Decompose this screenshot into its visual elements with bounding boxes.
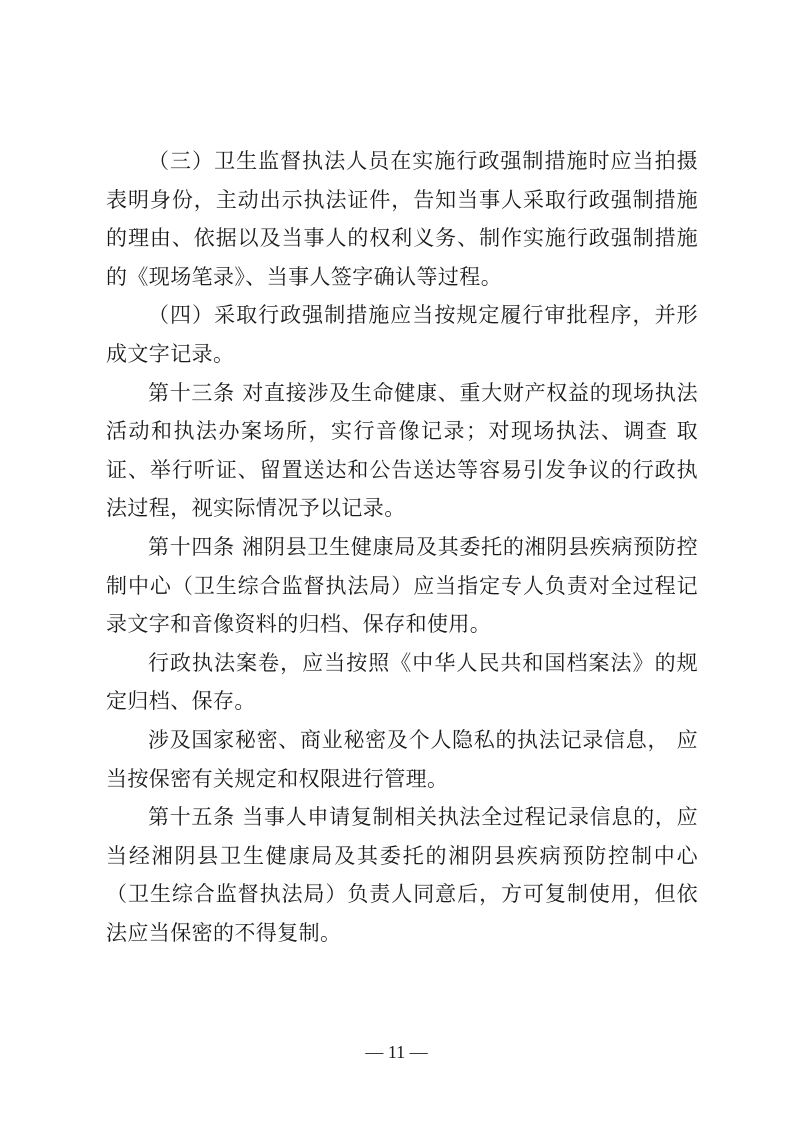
paragraph-confidentiality: 涉及国家秘密、商业秘密及个人隐私的执法记录信息， 应当按保密有关规定和权限进行管理。: [106, 727, 698, 791]
paragraph-archive-files: 行政执法案卷，应当按照《中华人民共和国档案法》的规定归档、保存。: [106, 650, 698, 714]
paragraph-section-three: （三）卫生监督执法人员在实施行政强制措施时应当拍摄表明身份，主动出示执法证件，告知当事人采取行政强制措施的理由、依据以及当事人的权利义务、制作实施行政强制措施的《现场笔录》、当事人签字确认等过程。: [106, 149, 698, 289]
document-body: [106, 142, 698, 952]
paragraph-section-four: （四）采取行政强制措施应当按规定履行审批程序，并形成文字记录。: [106, 303, 698, 366]
paragraph-article-13: 第十三条 对直接涉及生命健康、重大财产权益的现场执法活动和执法办案场所，实行音像记录；对现场执法、调查 取证、举行听证、留置送达和公告送达等容易引发争议的行政执法过程，视实际情况予以记录。: [106, 380, 698, 521]
page-number: — 11 —: [365, 1042, 428, 1062]
paragraph-article-15: 第十五条 当事人申请复制相关执法全过程记录信息的，应当经湘阴县卫生健康局及其委托的湘阴县疾病预防控制中心（卫生综合监督执法局）负责人同意后，方可复制使用，但依法应当保密的不得复制。: [106, 805, 698, 945]
paragraph-article-14: 第十四条 湘阴县卫生健康局及其委托的湘阴县疾病预防控制中心（卫生综合监督执法局）应当指定专人负责对全过程记录文字和音像资料的归档、保存和使用。: [106, 534, 698, 637]
